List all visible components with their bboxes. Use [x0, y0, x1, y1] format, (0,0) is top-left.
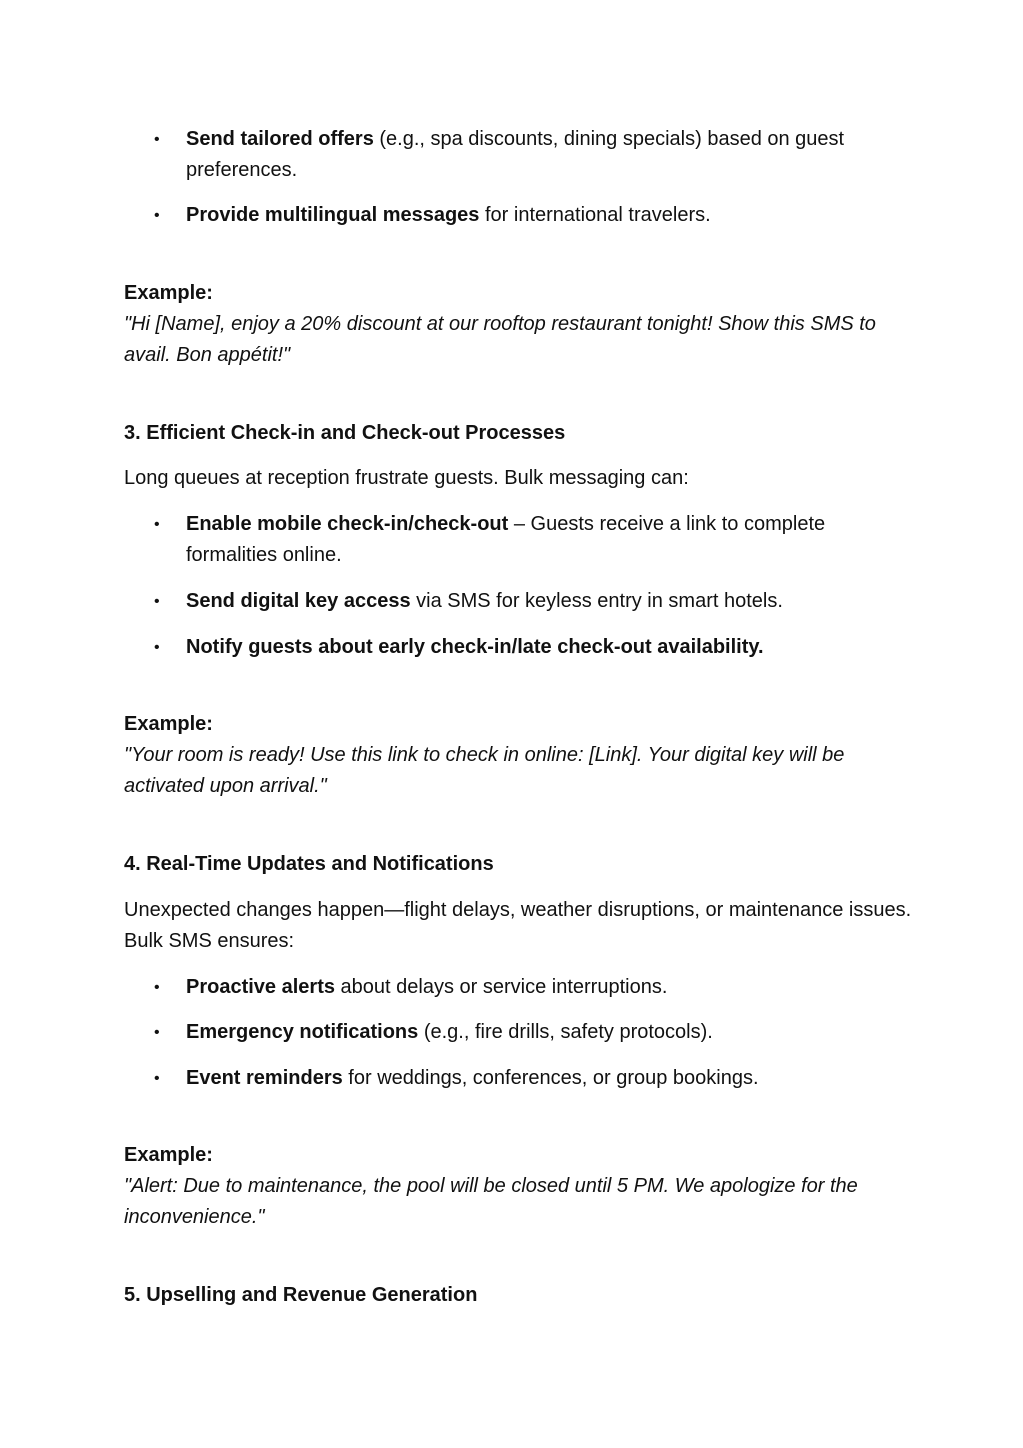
example-label: Example:	[124, 282, 213, 304]
list-item	[186, 1063, 914, 1094]
section-intro: Unexpected changes happen—flight delays, weather disruptions, or maintenance issues. Bulk SMS ensures:	[124, 899, 912, 952]
list-item	[186, 124, 914, 186]
list-item-text: for weddings, conferences, or group bookings.	[342, 1067, 759, 1089]
list-item	[186, 1017, 914, 1048]
list-item	[186, 586, 914, 617]
section-heading: 5. Upselling and Revenue Generation	[124, 1284, 478, 1306]
list-item	[186, 200, 914, 231]
example-quote: "Your room is ready! Use this link to check in online: [Link]. Your digital key will be activated upon arrival."	[124, 744, 845, 797]
list-item-text: (e.g., spa discounts, dining specials) based on guest preferences.	[186, 128, 845, 181]
list-item-bold: Event reminders	[186, 1067, 343, 1089]
list-item	[186, 509, 914, 571]
list-item-bold: Send digital key access	[186, 590, 411, 612]
example-quote: "Hi [Name], enjoy a 20% discount at our rooftop restaurant tonight! Show this SMS to avail. Bon appétit!"	[124, 313, 876, 366]
list-item-text: via SMS for keyless entry in smart hotels.	[410, 590, 783, 612]
list-item-bold: Provide multilingual messages	[186, 204, 480, 226]
section-heading: 4. Real-Time Updates and Notifications	[124, 853, 494, 875]
list-item-bold: Enable mobile check-in/check-out	[186, 513, 509, 535]
example-label: Example:	[124, 713, 213, 735]
example-label: Example:	[124, 1144, 213, 1166]
list-item-text: – Guests receive a link to complete formalities online.	[186, 513, 826, 566]
list-item-bold: Emergency notifications	[186, 1021, 419, 1043]
list-item-text: (e.g., fire drills, safety protocols).	[418, 1021, 713, 1043]
list-item	[186, 632, 914, 663]
list-item-bold: Notify guests about early check-in/late check-out availability.	[186, 636, 764, 658]
section-heading: 3. Efficient Check-in and Check-out Processes	[124, 422, 566, 444]
list-item	[186, 972, 914, 1003]
section-intro: Long queues at reception frustrate guests. Bulk messaging can:	[124, 467, 689, 489]
list-item-bold: Send tailored offers	[186, 128, 374, 150]
list-item-bold: Proactive alerts	[186, 976, 335, 998]
example-quote: "Alert: Due to maintenance, the pool will be closed until 5 PM. We apologize for the inconvenience."	[124, 1175, 858, 1228]
list-item-text: for international travelers.	[479, 204, 711, 226]
list-item-text: about delays or service interruptions.	[334, 976, 668, 998]
